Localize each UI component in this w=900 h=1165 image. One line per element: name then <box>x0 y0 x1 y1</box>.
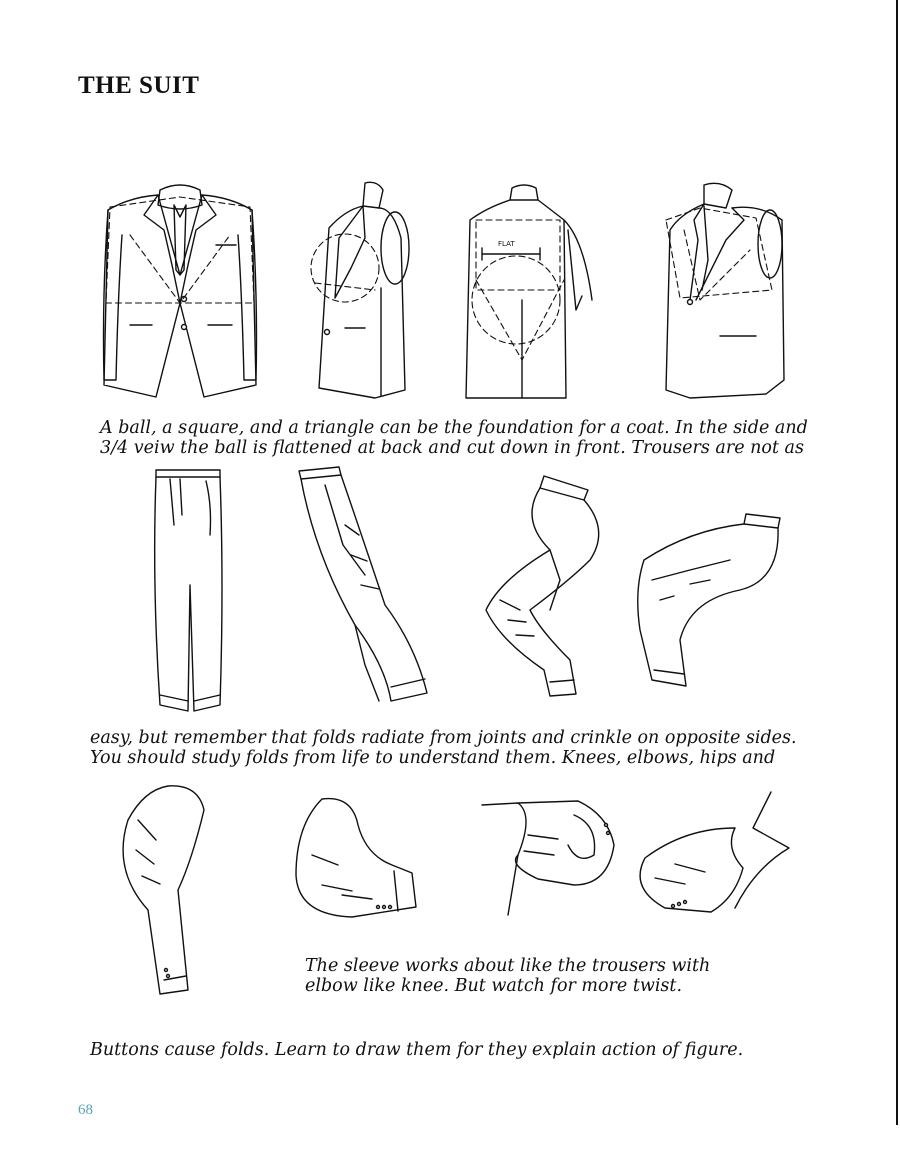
trousers-caption-line-2: You should study folds from life to understand them. Knees, elbows, hips and <box>90 748 776 768</box>
sleeve-hanging-drawing <box>108 780 213 1000</box>
coat-back-drawing <box>456 180 606 402</box>
sleeve-caption-line-2: elbow like knee. But watch for more twist. <box>305 976 683 996</box>
coat-caption-line-2: 3/4 veiw the ball is flattened at back and cut down in front. Trousers are not as <box>100 438 804 458</box>
page-edge-rule <box>896 0 898 1125</box>
sleeve-twisted-drawing <box>625 788 795 923</box>
buttons-caption: Buttons cause folds. Learn to draw them for they explain action of figure. <box>90 1040 744 1060</box>
flat-label: FLAT <box>498 240 515 248</box>
trousers-straight-drawing <box>150 465 230 720</box>
sleeve-caption-line-1: The sleeve works about like the trousers with <box>305 956 711 976</box>
page-title: THE SUIT <box>78 72 200 99</box>
coat-front-drawing <box>100 175 260 400</box>
coat-three-quarter-drawing <box>660 180 790 402</box>
sleeve-bent-drawing <box>292 795 422 920</box>
page-number: 68 <box>78 1102 93 1118</box>
trousers-seated-drawing <box>630 510 800 695</box>
trousers-caption-line-1: easy, but remember that folds radiate from joints and crinkle on opposite sides. <box>90 728 797 748</box>
trousers-stride-drawing <box>295 465 440 710</box>
trousers-knee-bent-drawing <box>480 470 620 700</box>
coat-side-drawing <box>305 178 415 400</box>
sleeve-folded-drawing <box>478 795 623 920</box>
coat-caption-line-1: A ball, a square, and a triangle can be the foundation for a coat. In the side and <box>100 418 808 438</box>
